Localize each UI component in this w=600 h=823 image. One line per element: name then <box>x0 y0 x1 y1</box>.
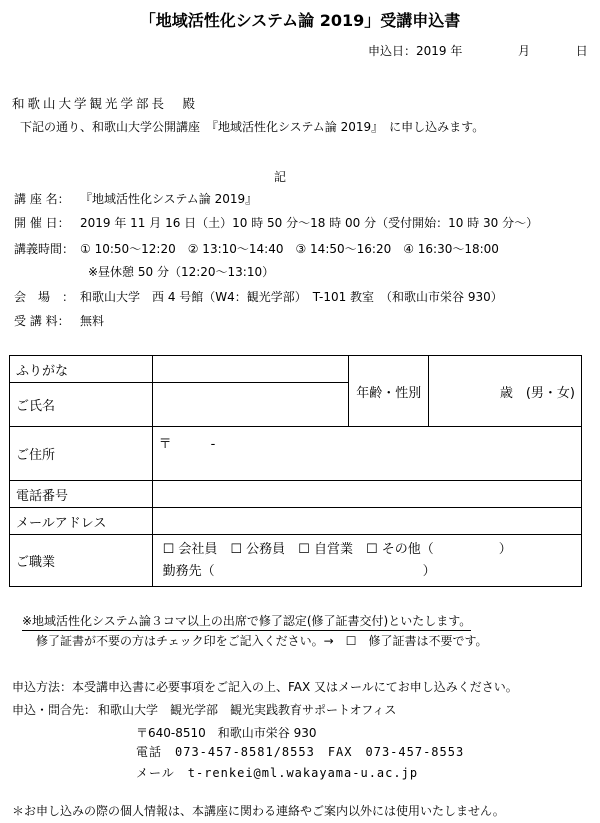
info-venue-value: 和歌山大学 西 4 号館（W4：観光学部） T-101 教室 （和歌山市栄谷 930） <box>80 290 503 304</box>
contact-org: 和歌山大学 観光学部 観光実践教育サポートオフィス <box>98 703 397 717</box>
job-input[interactable] <box>152 535 581 587</box>
postal-mark: 〒 - <box>158 437 216 452</box>
application-date <box>368 42 588 59</box>
contact-email[interactable]: メール t-renkei@ml.wakayama-u.ac.jp <box>136 766 419 780</box>
email-label: メールアドレス <box>10 508 153 535</box>
furigana-input[interactable] <box>152 356 349 383</box>
info-times <box>14 240 499 257</box>
info-dates-label: 開 催 日： <box>14 216 70 230</box>
name-input[interactable] <box>152 383 349 427</box>
certificate-optout[interactable]: 修了証書が不要の方はチェック印をご記入ください。→ ☐ 修了証書は不要です。 <box>36 634 488 648</box>
info-break: ※昼休憩 50 分（12:20～13:10） <box>88 265 275 279</box>
info-dates <box>14 214 538 231</box>
date-day-label: 日 <box>575 44 588 58</box>
age-sex-label: 年齢・性別 <box>349 356 429 427</box>
info-times-label: 講義時間： <box>14 242 75 256</box>
info-venue <box>14 288 503 305</box>
address-input[interactable] <box>152 427 581 481</box>
contact-label: 申込・問合先： <box>12 703 97 717</box>
addressee: 和歌山大学観光学部長 殿 <box>12 96 199 111</box>
address-label: ご住所 <box>10 427 153 481</box>
furigana-label: ふりがな <box>10 356 153 383</box>
info-venue-label: 会 場 ： <box>14 290 75 304</box>
ki-heading: 記 <box>274 170 287 184</box>
phone-input[interactable] <box>152 481 581 508</box>
job-label: ご職業 <box>10 535 153 587</box>
job-options[interactable]: ☐ 会社員 ☐ 公務員 ☐ 自営業 ☐ その他（ ） <box>162 541 512 557</box>
workplace-field[interactable]: 勤務先（ ） <box>162 563 436 579</box>
application-method: 申込方法：本受講申込書に必要事項をご記入の上、FAX 又はメールにてお申し込みください。 <box>12 680 518 694</box>
age-sex-input[interactable]: 歳 (男・女) <box>429 356 582 427</box>
privacy-note: ＊お申し込みの際の個人情報は、本講座に関わる連絡やご案内以外には使用いたしません。 <box>12 804 505 818</box>
info-course <box>14 190 257 207</box>
info-dates-value: 2019 年 11 月 16 日（土）10 時 50 分～18 時 00 分（受付開始：10 時 30 分～） <box>80 216 539 230</box>
completion-note: ※地域活性化システム論３コマ以上の出席で修了認定(修了証書交付)といたします。 <box>22 612 471 631</box>
info-fee-value: 無料 <box>80 314 105 328</box>
phone-label: 電話番号 <box>10 481 153 508</box>
email-input[interactable] <box>152 508 581 535</box>
date-month-label: 月 <box>518 44 531 58</box>
date-year-label: 申込日：2019 年 <box>368 44 463 58</box>
info-times-value: ① 10:50～12:20 ② 13:10～14:40 ③ 14:50～16:20 ④ 16:30～18:00 <box>80 242 499 256</box>
info-fee-label: 受 講 料： <box>14 314 70 328</box>
page-title: 「地域活性化システム論 2019」受講申込書 <box>139 11 461 30</box>
intro-text: 下記の通り、和歌山大学公開講座 『地域活性化システム論 2019』 に申し込みます。 <box>20 120 485 134</box>
application-form <box>9 355 582 587</box>
contact-address: 〒640-8510 和歌山市栄谷 930 <box>136 726 317 740</box>
info-fee <box>14 312 104 329</box>
info-course-label: 講 座 名： <box>14 192 70 206</box>
info-course-value: 『地域活性化システム論 2019』 <box>80 192 258 206</box>
name-label: ご氏名 <box>10 383 153 427</box>
contact-phone: 電話 073-457-8581/8553 FAX 073-457-8553 <box>136 745 465 759</box>
